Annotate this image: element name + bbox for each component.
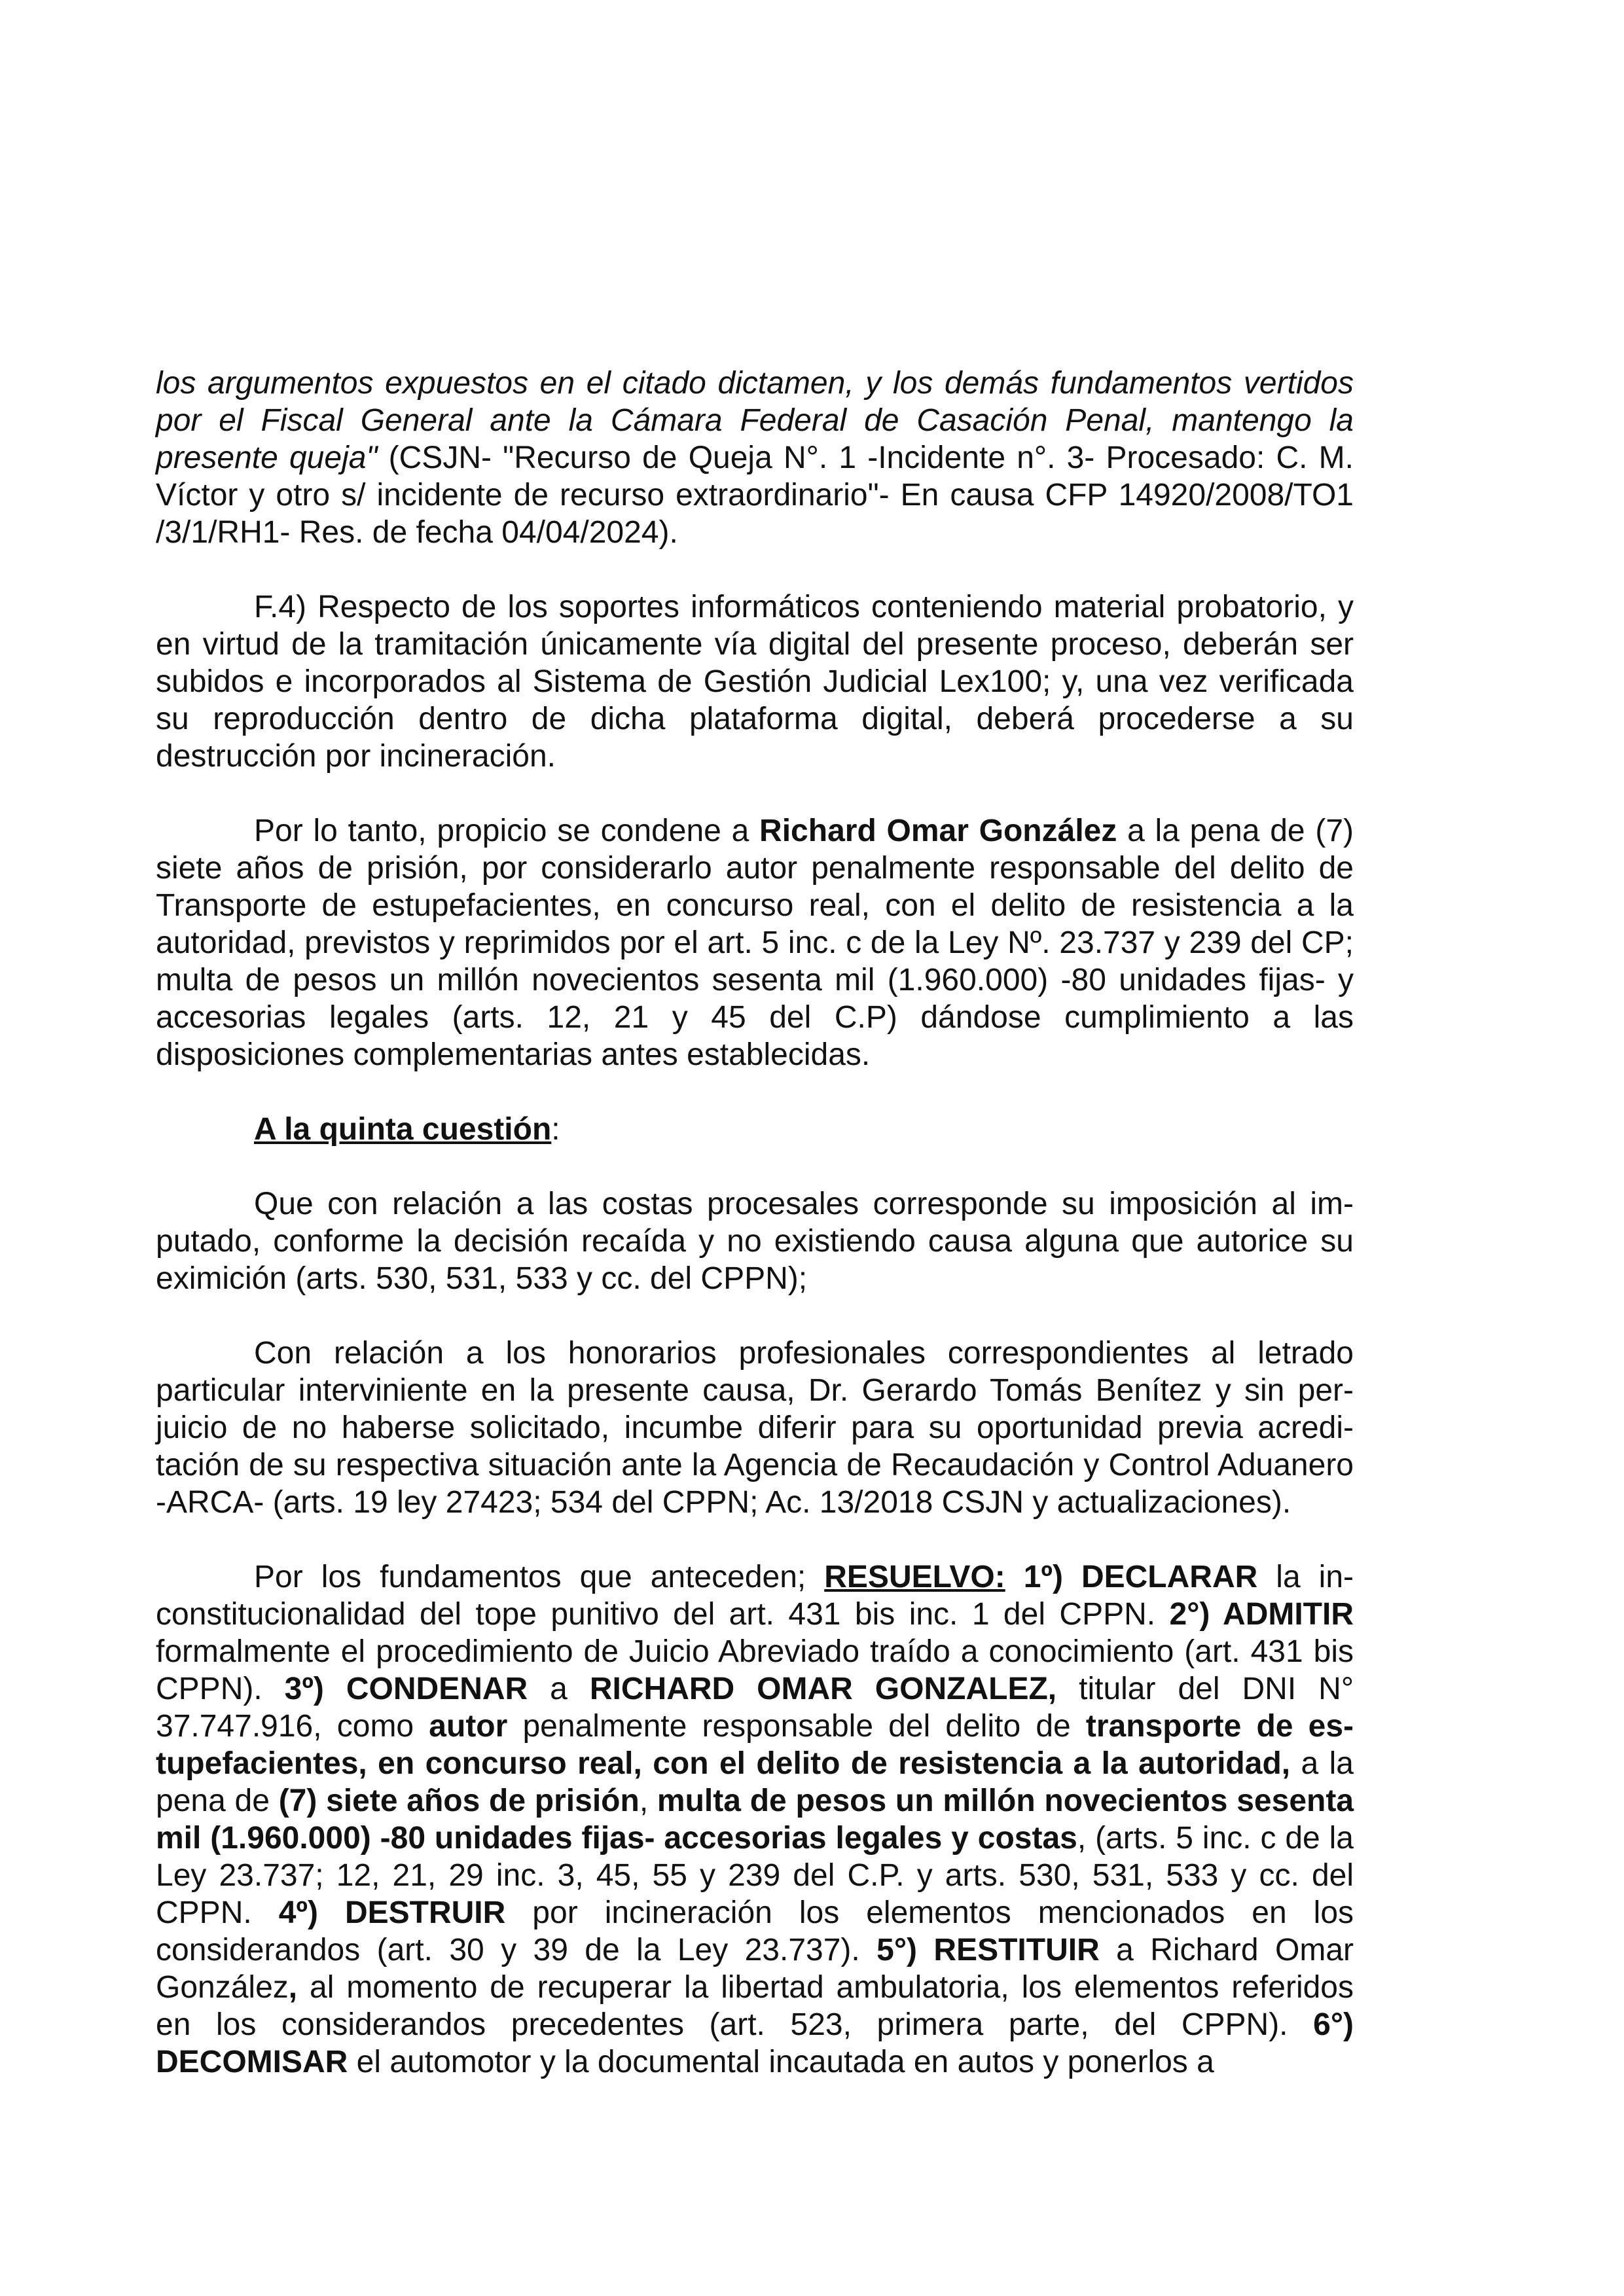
section-heading — [156, 1111, 1354, 1148]
paragraph-f4-digital-supports — [156, 588, 1354, 775]
paragraph-fees — [156, 1335, 1354, 1521]
resolution-text: Por los fundamentos que anteceden; — [254, 1560, 825, 1594]
resolution-text — [1005, 1560, 1024, 1594]
bold-autor: autor — [429, 1709, 508, 1744]
bold-fine: multa de pesos un millón novecientos sesenta mil (1.960.000) -80 unidades fijas- accesorias legales y costas — [156, 1784, 1354, 1856]
defendant-name-upper: RICHARD OMAR GONZALEZ, — [589, 1672, 1057, 1706]
resolution-item-5: 5°) RESTITUIR — [876, 1933, 1100, 1967]
paragraph-resolution — [156, 1558, 1354, 2081]
resolution-text: al momento de recuperar la libertad ambulatoria, los elementos referidos en los considerandos precedentes (art. 523, primera parte, del CPPN). — [156, 1970, 1354, 2042]
quoted-text: los argumentos expuestos en el citado dictamen, y los demás fundamentos vertidos por el Fiscal General ante la Cámara Federal de Casación Penal, mantengo la presente queja" — [156, 366, 1354, 475]
defendant-name: Richard Omar González — [759, 814, 1117, 848]
resolution-item-6: 6°) DECOMISAR — [156, 2007, 1354, 2079]
resolution-text: , (arts. 5 inc. c de la Ley 23.737; 12, 21, 29 inc. 3, 45, 55 y 239 del C.P. y arts. 530, 531, 533 y cc. del CPPN. — [156, 1821, 1354, 1930]
resolution-text: a — [528, 1672, 590, 1706]
paragraph-text: Por lo tanto, propicio se condene a — [254, 814, 760, 848]
resolution-item-2: 2°) ADMITIR — [1169, 1597, 1354, 1632]
resolution-text: a Richard Omar González — [156, 1933, 1354, 2005]
resolution-text: a la pena de — [156, 1746, 1354, 1818]
heading-colon: : — [551, 1112, 560, 1147]
resolution-item-4: 4º) DESTRUIR — [278, 1895, 506, 1930]
resolution-text: por incineración los elementos mencionados en los considerandos (art. 30 y 39 de la Ley 23.737). — [156, 1895, 1354, 1967]
resolution-text: la inconstitucionalidad del tope punitivo del art. 431 bis inc. 1 del CPPN. — [156, 1560, 1354, 1632]
paragraph-quote-citation — [156, 365, 1354, 551]
bold-crime: transporte de estupefacientes, en concurso real, con el delito de resistencia a la autoridad, — [156, 1709, 1354, 1781]
bold-prison-term: (7) siete años de prisión — [278, 1784, 640, 1818]
resolution-text: penalmente responsable del delito de — [507, 1709, 1086, 1744]
paragraph-text: F.4) Respecto de los soportes informáticos conteniendo material probatorio, y en virtud de la tramitación únicamente vía digital del presente proceso, deberán ser subidos e incorporados al Sistema de Gestión Judicial Lex100; y, una vez verificada su reproducción dentro de dicha plataforma digital, deberá procederse a su destrucción por incineración. — [156, 590, 1354, 774]
bold-comma: , — [288, 1970, 298, 2005]
resolution-text: titular del DNI N° 37.747.916, como — [156, 1672, 1354, 1744]
paragraph-costs — [156, 1185, 1354, 1297]
document-page — [156, 365, 1354, 2081]
paragraph-text: Que con relación a las costas procesales corresponde su imposición al imputado, conforme la decisión recaída y no existiendo causa alguna que autorice su eximición (arts. 530, 531, 533 y cc. del CPPN); — [156, 1187, 1354, 1296]
paragraph-text: Con relación a los honorarios profesionales correspondientes al letrado particular interviniente en la presente causa, Dr. Gerardo Tomás Benítez y sin perjuicio de no haberse solicitado, incumbe diferir para su oportunidad previa acreditación de su respectiva situación ante la Agencia de Recaudación y Control Aduanero -ARCA- (arts. 19 ley 27423; 534 del CPPN; Ac. 13/2018 CSJN y actualizaciones). — [156, 1336, 1354, 1520]
paragraph-text: a la pena de (7) siete años de prisión, por considerarlo autor penalmente responsable del delito de Transporte de estupefacientes, en concurso real, con el delito de resistencia a la autoridad, previstos y reprimidos por el art. 5 inc. c de la Ley Nº. 23.737 y 239 del CP; multa de pesos un millón novecientos sesenta mil (1.960.000) -80 unidades fijas- y accesorias legales (arts. 12, 21 y 45 del C.P) dándose cumplimiento a las disposiciones complementarias antes establecidas. — [156, 814, 1354, 1072]
heading-label: A la quinta cuestión — [254, 1112, 552, 1147]
resolution-item-1: 1º) DECLARAR — [1023, 1560, 1258, 1594]
citation-text: (CSJN- "Recurso de Queja N°. 1 -Incidente n°. 3- Procesado: C. M. Víctor y otro s/ incidente de recurso extraordinario"- En causa CFP 14920/2008/TO1 /3/1/RH1- Res. de fecha 04/04/2024). — [156, 440, 1354, 550]
resolution-text: el automotor y la documental incautada en autos y ponerlos a — [348, 2045, 1214, 2079]
resolution-text: formalmente el procedimiento de Juicio Abreviado traído a conocimiento (art. 431 bis CPPN). — [156, 1634, 1354, 1706]
resolution-text: , — [639, 1784, 657, 1818]
resuelvo-label: RESUELVO: — [824, 1560, 1005, 1594]
paragraph-sentence-proposal — [156, 812, 1354, 1073]
resolution-item-3: 3º) CONDENAR — [284, 1672, 528, 1706]
